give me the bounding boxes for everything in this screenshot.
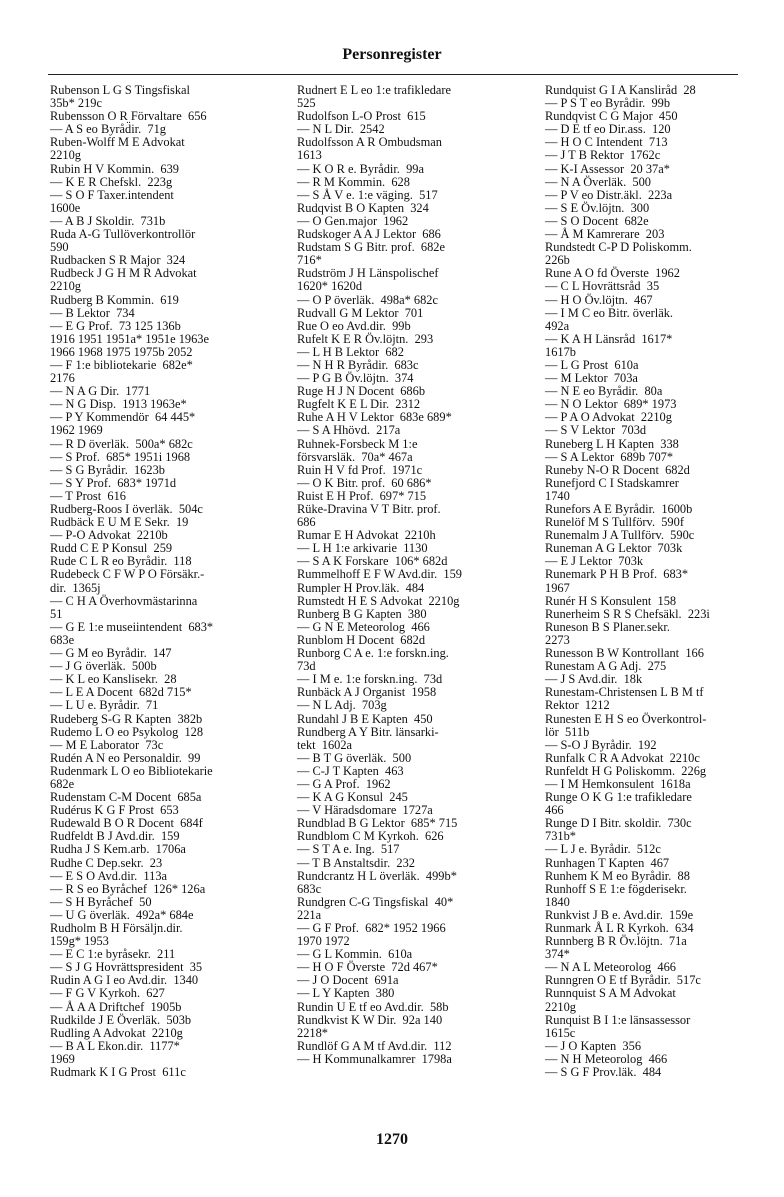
register-entry: — P A O Advokat 2210g: [545, 410, 672, 425]
register-entry: 1966 1968 1975 1975b 2052: [50, 344, 193, 359]
register-entry: — G E 1:e museiintendent 683*: [50, 619, 214, 634]
register-entry: 590: [50, 240, 69, 255]
register-entry: 1613: [297, 148, 322, 163]
register-entry: Runeman A G Lektor 703k: [545, 541, 683, 556]
register-entry: 73d: [297, 659, 316, 674]
register-entry: Rumstedt H E S Advokat 2210g: [297, 593, 460, 608]
register-entry: Runesten E H S eo Överkontrol-: [545, 711, 707, 726]
register-entry: — S E Öv.löjtn. 300: [545, 200, 650, 215]
register-entry: — L H 1:e arkivarie 1130: [297, 541, 428, 556]
register-entry: Rufelt K E R Öv.löjtn. 293: [297, 331, 434, 346]
register-entry: Ruin H V fd Prof. 1971c: [297, 462, 423, 477]
register-entry: 1740: [545, 488, 570, 503]
register-entry: — A B J Skoldir. 731b: [50, 213, 166, 228]
register-entry: Rundberg A Y Bitr. länsarki-: [297, 724, 439, 739]
register-entry: lör 511b: [545, 724, 590, 739]
register-entry: — L Y Kapten 380: [297, 986, 395, 1001]
register-entry: Ruhnek-Forsbeck M 1:e: [297, 436, 418, 451]
register-entry: — G A Prof. 1962: [297, 776, 391, 791]
register-entry: Runemalm J A Tullförv. 590c: [545, 528, 695, 543]
register-entry: — E C 1:e byråsekr. 211: [50, 947, 176, 962]
register-entry: — Å M Kamrerare 203: [545, 227, 665, 242]
register-entry: — L G Prost 610a: [545, 357, 639, 372]
register-entry: Ruhe A H V Lektor 683e 689*: [297, 410, 452, 425]
register-column-2: [297, 84, 527, 1066]
register-entry: 731b*: [545, 829, 576, 844]
register-entry: Rudebeck C F W P O Försäkr.-: [50, 567, 205, 582]
register-entry: Runhoff S E 1:e fögderisekr.: [545, 881, 687, 896]
register-entry: Runquist B I 1:e länsassessor: [545, 1012, 691, 1027]
register-entry: 1600e: [50, 200, 81, 215]
register-entry: — J O Kapten 356: [545, 1038, 642, 1053]
register-entry: 492a: [545, 318, 570, 333]
register-entry: — J G överläk. 500b: [50, 659, 157, 674]
register-entry: Rudbeck J G H M R Advokat: [50, 266, 197, 281]
register-entry: Rudholm B H Försäljn.dir.: [50, 921, 183, 935]
register-entry: Rudstam S G Bitr. prof. 682e: [297, 240, 445, 255]
register-entry: Rubenson L G S Tingsfiskal: [50, 83, 190, 97]
register-entry: Runesson B W Kontrollant 166: [545, 646, 704, 661]
register-entry: — G M eo Byrådir. 147: [50, 646, 172, 661]
register-entry: Runemark P H B Prof. 683*: [545, 567, 689, 582]
register-entry: Rudha J S Kem.arb. 1706a: [50, 842, 186, 857]
register-entry: Rumpler H Prov.läk. 484: [297, 580, 425, 595]
register-entry: — N O Lektor 689* 1973: [545, 397, 677, 412]
register-entry: — R M Kommin. 628: [297, 174, 410, 189]
register-entry: Rudqvist B O Kapten 324: [297, 200, 429, 215]
register-entry: Runblom H Docent 682d: [297, 632, 426, 647]
register-entry: Rudenmark L O eo Bibliotekarie: [50, 763, 213, 778]
register-entry: — P Y Kommendör 64 445*: [50, 410, 196, 425]
register-entry: — K A G Konsul 245: [297, 790, 408, 805]
register-entry: Runefors A E Byrådir. 1600b: [545, 502, 693, 516]
register-entry: 159g* 1953: [50, 934, 109, 949]
register-entry: Rundcrantz H L överläk. 499b*: [297, 868, 457, 883]
register-entry: — O Gen.major 1962: [297, 213, 409, 228]
register-entry: — S Prof. 685* 1951i 1968: [50, 449, 191, 464]
register-entry: Rudén A N eo Personaldir. 99: [50, 750, 201, 765]
register-entry: — A S eo Byråd̈ir. 71g: [50, 122, 166, 137]
register-entry: — O K Bitr. prof. 60 686*: [297, 475, 432, 490]
register-entry: — S J G Hovrättspresident 35: [50, 960, 203, 975]
register-entry: Rudling A Advokat 2210g: [50, 1025, 183, 1040]
register-entry: — G L Kommin. 610a: [297, 947, 413, 962]
register-entry: — B T G överläk. 500: [297, 750, 412, 765]
register-entry: Runeberg L H Kapten 338: [545, 436, 679, 451]
register-entry: Runborg C A e. 1:e forskn.ing.: [297, 646, 449, 661]
register-entry: — S A K Forskare 106* 682d: [297, 554, 448, 569]
register-entry: — V Häradsdomare 1727a: [297, 803, 433, 818]
register-entry: — J O Docent 691a: [297, 973, 399, 988]
register-entry: Ruben-Wolff M E Advokat: [50, 135, 185, 150]
register-column-1: [50, 84, 280, 1079]
register-entry: Rundstedt C-P D Poliskomm.: [545, 240, 692, 255]
register-entry: 2273: [545, 632, 570, 647]
register-entry: — U G överläk. 492a* 684e: [50, 907, 194, 922]
register-entry: — N E eo Byrådir. 80a: [545, 384, 663, 399]
register-entry: — S H Byråchef 50: [50, 894, 152, 909]
register-entry: 1840: [545, 894, 570, 909]
register-entry: — H O C Intendent 713: [545, 135, 668, 150]
register-entry: — L J e. Byrådir. 512c: [545, 842, 661, 857]
register-entry: — M Lektor 703a: [545, 371, 638, 386]
register-entry: 2218*: [297, 1025, 328, 1040]
register-entry: Rundquist G I A Kansliråd 28: [545, 83, 696, 97]
register-entry: försvarsläk. 70a* 467a: [297, 449, 413, 464]
register-entry: Rundqvist C G Major 450: [545, 109, 678, 124]
register-entry: Rundgren C-G Tingsfiskal 40*: [297, 894, 454, 909]
register-entry: — I M e. 1:e forskn.ing. 73d: [297, 672, 443, 687]
register-entry: — N A G Dir. 1771: [50, 384, 151, 399]
register-entry: — N G Disp. 1913 1963e*: [50, 397, 187, 412]
register-entry: 2210g: [50, 279, 81, 294]
register-entry: Runér H S Konsulent 158: [545, 593, 677, 608]
register-entry: — N A L Meteorolog 466: [545, 960, 677, 975]
register-entry: — S G F Prov.läk. 484: [545, 1065, 662, 1080]
register-entry: 525: [297, 96, 316, 111]
register-entry: — C H A Överhovmästarinna: [50, 593, 198, 608]
register-entry: Rudström J H Länspolischef: [297, 266, 439, 281]
register-entry: Rudhe C Dep.sekr. 23: [50, 855, 163, 870]
register-entry: — J T B Rektor 1762c: [545, 148, 661, 163]
register-entry: 2210g: [545, 999, 576, 1014]
register-entry: — E G Prof. 73 125 136b: [50, 318, 181, 333]
register-entry: — I M C eo Bitr. överläk.: [545, 305, 674, 320]
register-entry: — T B Anstaltsdir. 232: [297, 855, 415, 870]
register-entry: Rumar E H Advokat 2210h: [297, 528, 436, 543]
register-entry: Rudnert E L eo 1:e trafikledare: [297, 83, 452, 97]
register-entry: — L H B Lektor 682: [297, 344, 404, 359]
register-entry: Rune A O fd Överste 1962: [545, 266, 680, 281]
register-entry: Runge D I Bitr. skoldir. 730c: [545, 816, 692, 831]
register-entry: — S Å V e. 1:e väging. 517: [297, 187, 438, 202]
register-entry: 35b* 219c: [50, 96, 102, 111]
register-entry: — B Lektor 734: [50, 305, 135, 320]
register-entry: Runberg B G Kapten 380: [297, 606, 427, 621]
register-entry: Rudérus K G F Prost 653: [50, 803, 179, 818]
register-entry: Rubin H V Kommin. 639: [50, 161, 179, 176]
register-entry: Rudvall G M Lektor 701: [297, 305, 424, 320]
register-entry: — N L Dir. 2542: [297, 122, 385, 137]
register-entry: Runelöf M S Tullförv. 590f: [545, 515, 684, 530]
register-entry: — K E R Chefskl. 223g: [50, 174, 173, 189]
register-entry: — K L eo Kanslisekr. 28: [50, 672, 177, 687]
register-entry: Rudmark K I G Prost 611c: [50, 1065, 186, 1080]
register-entry: 683c: [297, 881, 322, 896]
register-entry: 682e: [50, 776, 75, 791]
register-entry: Rüke-Dravina V T Bitr. prof.: [297, 502, 441, 516]
register-entry: Rudbacken S R Major 324: [50, 253, 186, 268]
register-entry: 2176: [50, 371, 75, 386]
register-entry: — I M Hemkonsulent 1618a: [545, 776, 691, 791]
register-column-3: [545, 84, 775, 1079]
register-entry: Rudkilde J E Överläk. 503b: [50, 1012, 192, 1027]
register-entry: — P-O Advokat 2210b: [50, 528, 168, 543]
register-entry: Rudolfsson A R Ombudsman: [297, 135, 442, 150]
register-entry: Runnberg B R Öv.löjtn. 71a: [545, 934, 687, 949]
register-entry: 1916 1951 1951a* 1951e 1963e: [50, 331, 209, 346]
register-entry: — O P överläk. 498a* 682c: [297, 292, 438, 307]
register-entry: Runhagen T Kapten 467: [545, 855, 670, 870]
register-entry: Rektor 1212: [545, 698, 610, 713]
register-entry: Rudemo L O eo Psykolog 128: [50, 724, 204, 739]
register-entry: Rudenstam C-M Docent 685a: [50, 790, 202, 805]
register-entry: — K A H Länsråd 1617*: [545, 331, 673, 346]
register-entry: Rundkvist K W Dir. 92a 140: [297, 1012, 443, 1027]
register-entry: 1962 1969: [50, 423, 103, 438]
page-header: Personregister: [342, 46, 442, 63]
register-entry: 374*: [545, 947, 570, 962]
register-entry: 221a: [297, 907, 322, 922]
register-entry: Ruda A-G Tullöverkontrollör: [50, 227, 196, 242]
register-entry: Rummelhoff E F W Avd.dir. 159: [297, 567, 462, 582]
register-entry: Rundin U E tf eo Avd.dir. 58b: [297, 999, 449, 1014]
register-entry: — T Prost 616: [50, 488, 126, 503]
register-entry: Rundlöf G A M tf Avd.dir. 112: [297, 1038, 452, 1053]
register-entry: dir. 1365j: [50, 580, 101, 595]
register-entry: Rugfelt K E L Dir. 2312: [297, 397, 421, 412]
register-entry: — E S O Avd.dir. 113a: [50, 868, 168, 883]
register-entry: — S V Lektor 703d: [545, 423, 647, 438]
register-entry: Ruge H J N Docent 686b: [297, 384, 426, 399]
register-entry: tekt 1602a: [297, 737, 353, 752]
register-entry: — R D överläk. 500a* 682c: [50, 436, 193, 451]
register-entry: Rudberg-Roos I överläk. 504c: [50, 502, 203, 516]
register-entry: — N H Meteorolog 466: [545, 1051, 668, 1066]
register-entry: Rudd C E P Konsul 259: [50, 541, 173, 556]
register-entry: 1969: [50, 1051, 75, 1066]
register-entry: Runfalk C R A Advokat 2210c: [545, 750, 700, 765]
register-entry: Runerheim S R S Chefsäkl. 223i: [545, 606, 710, 621]
register-entry: Rundblad B G Lektor 685* 715: [297, 816, 458, 831]
register-entry: Runkvist J B e. Avd.dir. 159e: [545, 907, 694, 922]
register-entry: Runmark Å L R Kyrkoh. 634: [545, 921, 694, 935]
register-entry: 686: [297, 515, 316, 530]
register-entry: — L E A Docent 682d 715*: [50, 685, 192, 700]
register-entry: Runge O K G 1:e trafikledare: [545, 790, 692, 805]
register-entry: Runngren O E tf Byrådir. 517c: [545, 973, 701, 988]
register-entry: — R S eo Byråchef 126* 126a: [50, 881, 206, 896]
register-entry: 466: [545, 803, 564, 818]
register-entry: — Å A A Driftchef 1905b: [50, 999, 182, 1014]
page-number: 1270: [376, 1131, 408, 1148]
register-entry: — B A L Ekon.dir. 1177*: [50, 1038, 180, 1053]
register-entry: — N L Adj. 703g: [297, 698, 387, 713]
register-entry: 1615c: [545, 1025, 576, 1040]
register-entry: 1970 1972: [297, 934, 350, 949]
register-entry: — S A Hhövd. 217a: [297, 423, 401, 438]
register-entry: Rudfeldt B J Avd.dir. 159: [50, 829, 180, 844]
register-entry: 1620* 1620d: [297, 279, 363, 294]
register-entry: — P G B Öv.löjtn. 374: [297, 371, 414, 386]
register-entry: Runbäck A J Organist 1958: [297, 685, 437, 700]
register-entry: Runestam-Christensen L B M tf: [545, 685, 704, 700]
register-entry: Rudbäck E U M E Sekr. 19: [50, 515, 189, 530]
register-entry: — J S Avd.dir. 18k: [545, 672, 643, 687]
register-entry: — S O F Taxer.intendent: [50, 187, 174, 202]
register-entry: — K-I Assessor 20 37a*: [545, 161, 670, 176]
register-entry: — L U e. Byrådir. 71: [50, 698, 159, 713]
register-entry: — F G V Kyrkoh. 627: [50, 986, 165, 1001]
register-entry: — S A Lektor 689b 707*: [545, 449, 674, 464]
register-entry: 683e: [50, 632, 75, 647]
register-entry: Runefjord C I Stadskamrer: [545, 475, 679, 490]
register-entry: Ruist E H Prof. 697* 715: [297, 488, 427, 503]
register-entry: — C L Hovrättsråd 35: [545, 279, 660, 294]
register-entry: — M E Laborator 73c: [50, 737, 164, 752]
register-entry: — H O Öv.löjtn. 467: [545, 292, 653, 307]
register-entry: — S Y Prof. 683* 1971d: [50, 475, 177, 490]
register-entry: — P V eo Distr.äkl. 223a: [545, 187, 673, 202]
register-entry: — S-O J Byrådir. 192: [545, 737, 657, 752]
register-entry: — H Kommunalkamrer 1798a: [297, 1051, 452, 1066]
register-entry: Rudberg B Kommin. 619: [50, 292, 179, 307]
register-entry: Rudewald B O R Docent 684f: [50, 816, 203, 831]
register-entry: Rudolfson L-O Prost 615: [297, 109, 426, 124]
register-entry: 2210g: [50, 148, 81, 163]
register-entry: Rundahl J B E Kapten 450: [297, 711, 433, 726]
register-entry: 716*: [297, 253, 322, 268]
header-rule: [48, 74, 738, 75]
register-entry: — H O F Överste 72d 467*: [297, 960, 438, 975]
register-entry: — P S T eo Byrådir. 99b: [545, 96, 671, 111]
register-entry: 51: [50, 606, 63, 621]
register-entry: Rundblom C M Kyrkoh. 626: [297, 829, 444, 844]
register-entry: — G F Prof. 682* 1952 1966: [297, 921, 446, 935]
register-entry: — S O Docent 682e: [545, 213, 649, 228]
register-entry: — N H R Byrådir. 683c: [297, 357, 419, 372]
register-entry: Rue O eo Avd.dir. 99b: [297, 318, 411, 333]
register-entry: Runestam A G Adj. 275: [545, 659, 667, 674]
register-entry: — F 1:e bibliotekarie 682e*: [50, 357, 193, 372]
register-entry: Rudeberg S-G R Kapten 382b: [50, 711, 203, 726]
register-entry: Rudin A G I eo Avd.dir. 1340: [50, 973, 199, 988]
register-entry: — S T A e. Ing. 517: [297, 842, 400, 857]
register-entry: — K O R e. Byrådir. 99a: [297, 161, 424, 176]
register-entry: Rudskoger A A J Lektor 686: [297, 227, 441, 242]
register-entry: 226b: [545, 253, 570, 268]
register-entry: Runhem K M eo Byrådir. 88: [545, 868, 690, 883]
register-entry: Runeby N-O R Docent 682d: [545, 462, 690, 477]
register-entry: Runnquist S A M Advokat: [545, 986, 676, 1001]
register-entry: 1967: [545, 580, 570, 595]
register-entry: Rubensson O R Förvaltare 656: [50, 109, 207, 124]
register-entry: — N A Överläk. 500: [545, 174, 651, 189]
register-entry: — G N E Meteorolog 466: [297, 619, 430, 634]
register-entry: — C-J T Kapten 463: [297, 763, 404, 778]
register-entry: Runfeldt H G Poliskomm. 226g: [545, 763, 707, 778]
register-entry: — D E tf eo Dir.ass. 120: [545, 122, 671, 137]
register-entry: — S G Byrådir. 1623b: [50, 462, 165, 477]
register-entry: — E J Lektor 703k: [545, 554, 644, 569]
register-entry: Rude C L R eo Byrådir. 118: [50, 554, 192, 569]
register-entry: 1617b: [545, 344, 576, 359]
register-entry: Runeson B S Planer.sekr.: [545, 619, 670, 634]
